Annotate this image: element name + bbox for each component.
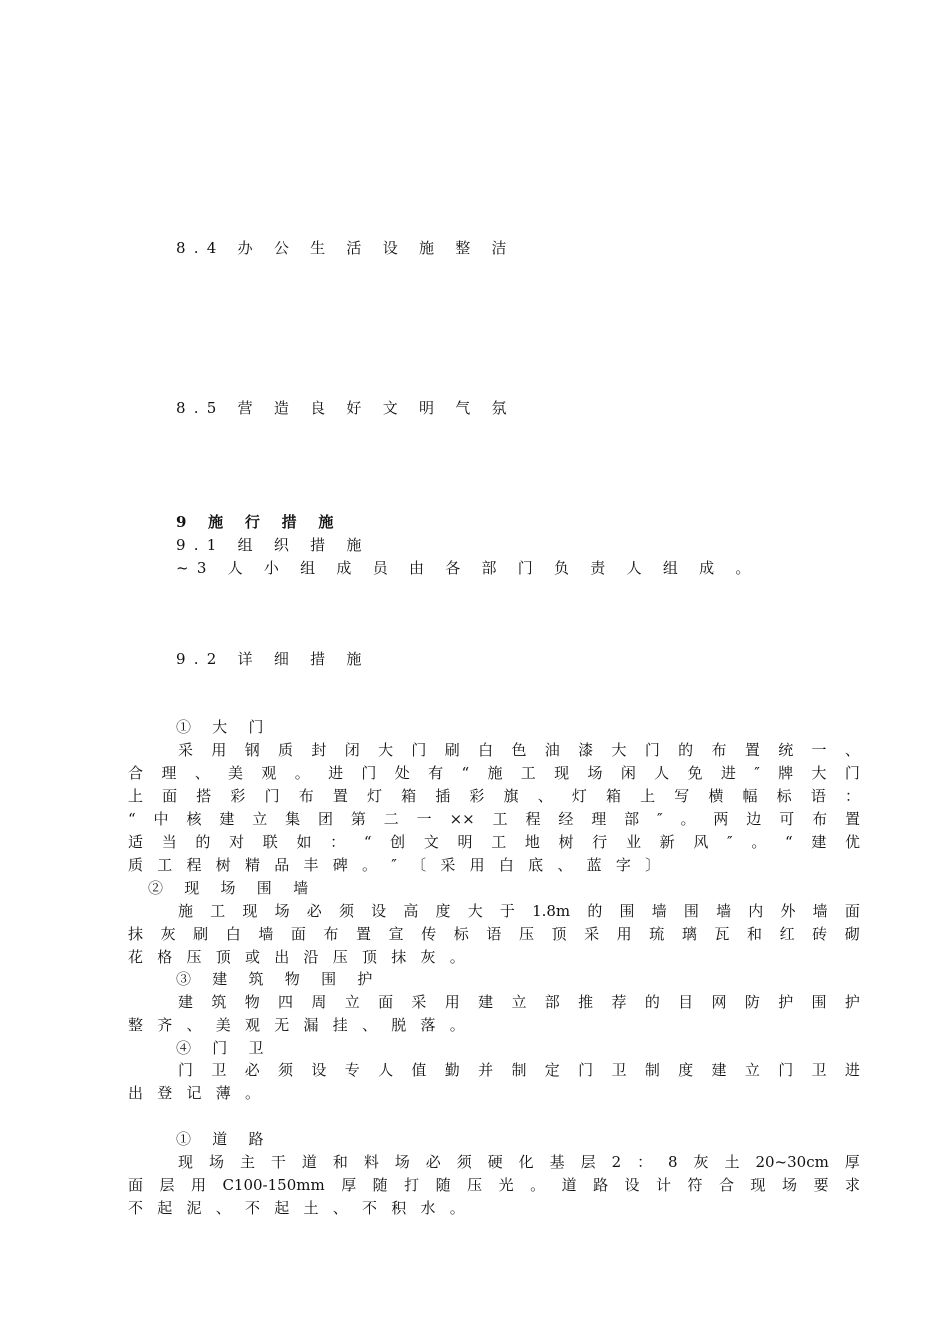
guard-line: 门 卫 必 须 设 专 人 值 勤 并 制 定 门 卫 制 度 建 立 门 卫 进 bbox=[178, 1061, 860, 1079]
road-line: 现 场 主 干 道 和 料 场 必 须 硬 化 基 层 2 ： 8 灰 土 20~30cm 厚 bbox=[178, 1153, 860, 1171]
heading-8-4: 8.4 办 公 生 活 设 施 整 洁 bbox=[176, 239, 515, 257]
building-line: 建 筑 物 四 周 立 面 采 用 建 立 部 推 荐 的 目 网 防 护 围 护 bbox=[178, 993, 860, 1011]
gate-line: “ 中 核 建 立 集 团 第 二 一 ×× 工 程 经 理 部 ″ 。 两 边 可 布 置 bbox=[128, 810, 860, 828]
guard-line-last: 出登记薄。 bbox=[128, 1084, 275, 1102]
gate-line: 采 用 钢 质 封 闭 大 门 刷 白 色 油 漆 大 门 的 布 置 统 一 、 bbox=[178, 741, 860, 759]
road-line: 面 层 用 C100-150mm 厚 随 打 随 压 光 。 道 路 设 计 符 合 现 场 要 求 bbox=[128, 1176, 860, 1194]
building-line-last: 整齐、美观无漏挂、脱落。 bbox=[128, 1016, 480, 1034]
paragraph-9-1: ~3 人 小 组 成 员 由 各 部 门 负 责 人 组 成 。 bbox=[176, 559, 759, 577]
heading-8-5: 8.5 营 造 良 好 文 明 气 氛 bbox=[176, 399, 515, 417]
gate-line: 适 当 的 对 联 如 ： “ 创 文 明 工 地 树 行 业 新 风 ″ 。 “ 建 优 bbox=[128, 833, 861, 851]
gate-line: 合 理 、 美 观 。 进 门 处 有 “ 施 工 现 场 闲 人 免 进 ″ 牌 大 门 bbox=[128, 764, 860, 782]
gate-line: 上 面 搭 彩 门 布 置 灯 箱 插 彩 旗 、 灯 箱 上 写 横 幅 标 语 ： bbox=[128, 787, 860, 805]
fence-heading: ② 现 场 围 墙 bbox=[148, 879, 317, 897]
fence-line: 抹 灰 刷 白 墙 面 布 置 宣 传 标 语 压 顶 采 用 琉 璃 瓦 和 红 砖 砌 bbox=[128, 925, 860, 943]
gate-heading: ① 大 门 bbox=[176, 718, 272, 736]
fence-line-last: 花格压顶或出沿压顶抹灰。 bbox=[128, 948, 480, 966]
fence-line: 施 工 现 场 必 须 设 高 度 大 于 1.8m 的 围 墙 围 墙 内 外 墙 面 bbox=[178, 902, 860, 920]
heading-9: 9 施 行 措 施 bbox=[176, 513, 342, 531]
road-line-last: 不起泥、不起土、不积水。 bbox=[128, 1199, 480, 1217]
heading-9-2: 9.2 详 细 措 施 bbox=[176, 650, 370, 668]
guard-heading: ④ 门 卫 bbox=[176, 1039, 272, 1057]
road-heading: ① 道 路 bbox=[176, 1130, 272, 1148]
gate-line-last: 质工程树精品丰碑。″〔采用白底、蓝字〕 bbox=[128, 856, 675, 874]
heading-9-1: 9.1 组 织 措 施 bbox=[176, 536, 370, 554]
building-heading: ③ 建 筑 物 围 护 bbox=[176, 970, 381, 988]
